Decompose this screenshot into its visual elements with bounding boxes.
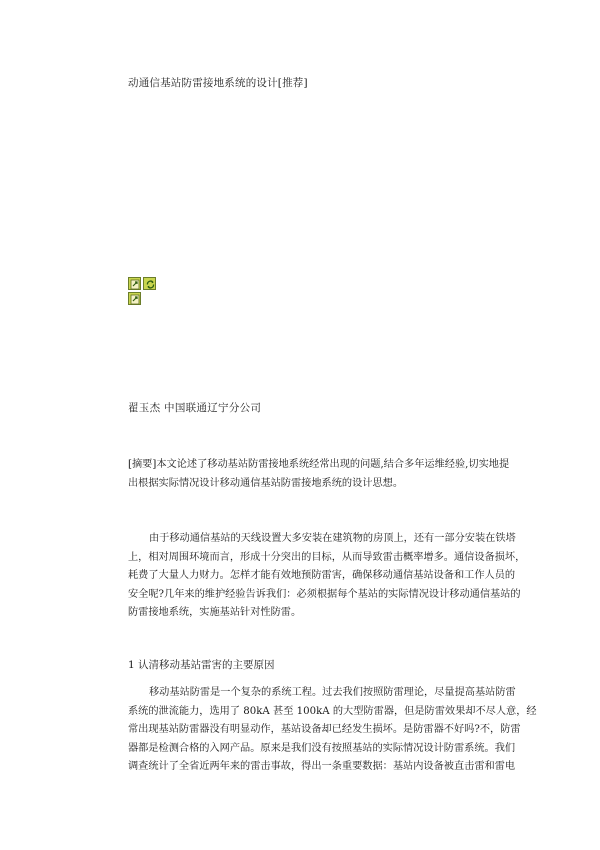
intro-line: 防雷接地系统，实施基站针对性防雷。 [128,607,302,619]
intro-line: 上，相对周围环境而言，形成十分突出的目标，从而导致雷击概率增多。通信设备损坏， [128,551,526,563]
section-heading: 1 认清移动基站雷害的主要原因 [128,659,275,671]
author-affiliation: 翟玉杰 中国联通辽宁分公司 [128,402,262,414]
section-line: 器都是检测合格的入网产品。原来是我们没有按照基站的实际情况设计防雷系统。我们 [128,742,516,754]
document-link-icon[interactable] [128,277,141,290]
abstract-line: [摘要]本文论述了移动基站防雷接地系统经常出现的问题,结合多年运维经验,切实地提 [128,459,510,470]
intro-paragraph [128,530,526,623]
section-line: 常出现基站防雷器没有明显动作，基站设备却已经发生损坏。是防雷器不好吗?不，防雷 [128,724,521,736]
document-title: 动通信基站防雷接地系统的设计[推荐] [128,77,308,89]
intro-line: 安全呢?几年来的维护经验告诉我们：必须根据每个基站的实际情况设计移动通信基站的 [128,588,521,600]
refresh-icon[interactable] [143,277,156,290]
intro-line: 耗费了大量人力财力。怎样才能有效地预防雷害，确保移动通信基站设备和工作人员的 [128,570,516,582]
section-line: 系统的泄流能力，选用了 80kA 甚至 100kA 的大型防雷器，但是防雷效果却不尽人意，经 [128,705,537,717]
section-line: 调查统计了全省近两年来的雷击事故，得出一条重要数据：基站内设备被直击雷和雷电 [128,761,516,773]
icon-row-2 [128,292,143,311]
abstract-paragraph [128,456,510,493]
abstract-line: 出根据实际情况设计移动通信基站防雷接地系统的设计思想。 [128,477,404,489]
section-paragraph [128,684,537,777]
section-line: 移动基站防雷是一个复杂的系统工程。过去我们按照防雷理论，尽量提高基站防雷 [149,687,516,698]
intro-line: 由于移动通信基站的天线设置大多安装在建筑物的房顶上，还有一部分安装在铁塔 [149,533,516,544]
document-link-icon[interactable] [128,292,141,305]
